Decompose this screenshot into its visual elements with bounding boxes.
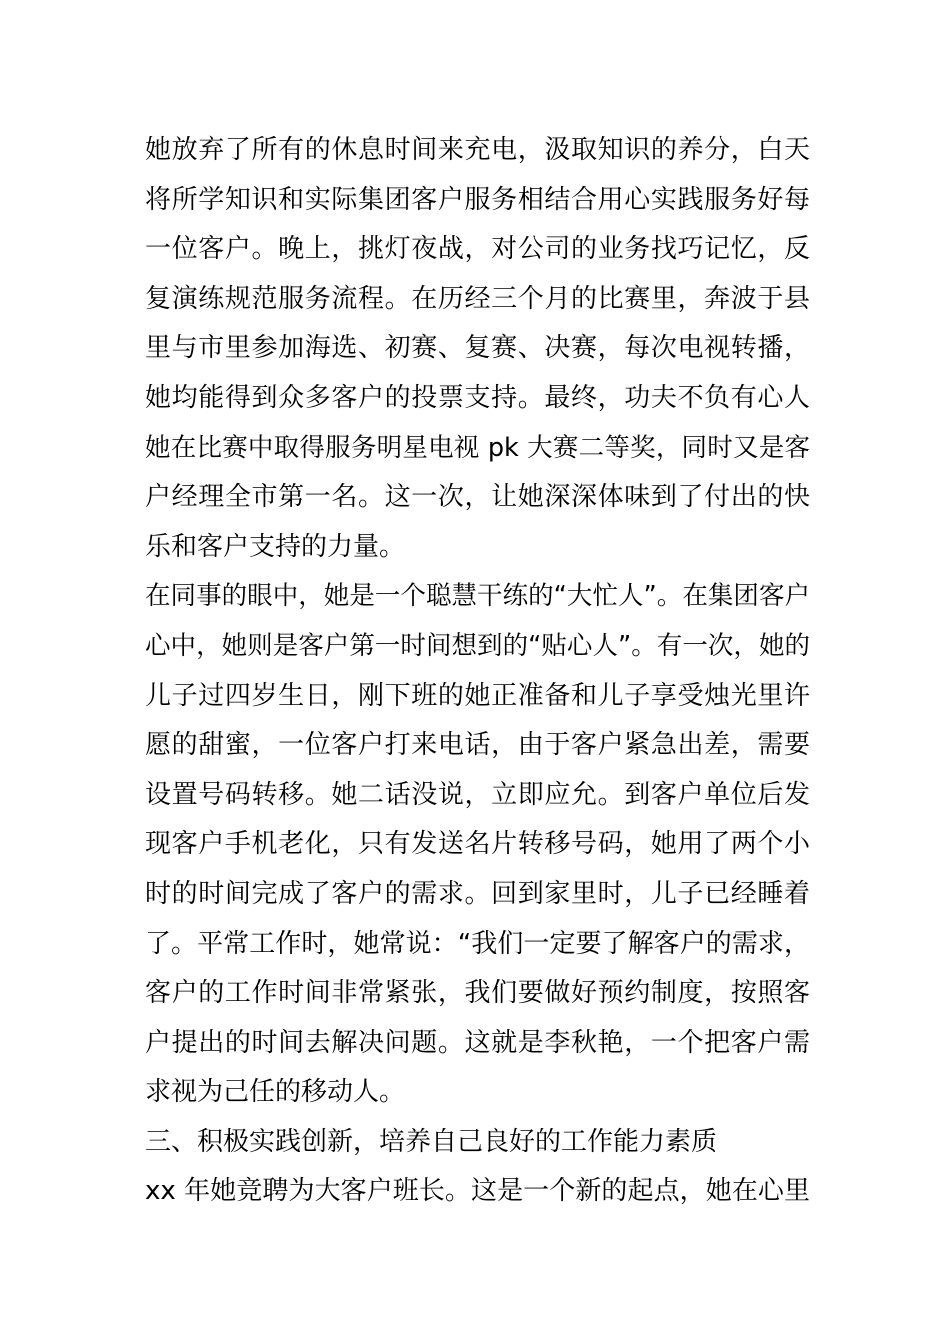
paragraph-competition <box>145 126 810 572</box>
text-line: 里与市里参加海选、初赛、复赛、决赛，每次电视转播， <box>145 333 810 364</box>
text-line: 复演练规范服务流程。在历经三个月的比赛里，奔波于县 <box>145 283 810 314</box>
text-line: 求视为己任的移动人。 <box>145 1077 406 1108</box>
text-line: 乐和客户支持的力量。 <box>145 531 406 562</box>
text-line: 她在比赛中取得服务明星电视 pk 大赛二等奖，同时又是客 <box>145 432 810 463</box>
text-line: 愿的甜蜜，一位客户打来电话，由于客户紧急出差，需要 <box>145 730 810 761</box>
text-line: 她放弃了所有的休息时间来充电，汲取知识的养分，白天 <box>145 135 810 165</box>
text-line: 一位客户。晚上，挑灯夜战，对公司的业务找巧记忆，反 <box>145 234 810 265</box>
text-line: 了。平常工作时，她常说：“我们一定要了解客户的需求， <box>145 928 810 959</box>
text-line: xx 年她竞聘为大客户班长。这是一个新的起点，她在心里 <box>145 1176 810 1207</box>
text-line: 心中，她则是客户第一时间想到的“贴心人”。有一次，她的 <box>145 630 810 661</box>
paragraph-colleagues <box>145 572 810 1118</box>
section-heading <box>145 1118 810 1168</box>
text-line: 时的时间完成了客户的需求。回到家里时，儿子已经睡着 <box>145 878 810 909</box>
text-line: 户经理全市第一名。这一次，让她深深体味到了付出的快 <box>145 482 810 513</box>
text-line: 户提出的时间去解决问题。这就是李秋艳，一个把客户需 <box>145 1027 810 1058</box>
text-line: 在同事的眼中，她是一个聪慧干练的“大忙人”。在集团客户 <box>145 581 810 612</box>
text-line: 客户的工作时间非常紧张，我们要做好预约制度，按照客 <box>145 978 810 1009</box>
text-line: 将所学知识和实际集团客户服务相结合用心实践服务好每 <box>145 184 810 215</box>
text-line: 她均能得到众多客户的投票支持。最终，功夫不负有心人 <box>145 382 810 413</box>
text-line: 设置号码转移。她二话没说，立即应允。到客户单位后发 <box>145 779 810 810</box>
heading-line: 三、积极实践创新，培养自己良好的工作能力素质 <box>145 1126 718 1157</box>
paragraph-team-leader <box>145 1167 810 1217</box>
document-body <box>145 126 810 1217</box>
text-line: 现客户手机老化，只有发送名片转移号码，她用了两个小 <box>145 829 810 860</box>
text-line: 儿子过四岁生日，刚下班的她正准备和儿子享受烛光里许 <box>145 680 810 711</box>
